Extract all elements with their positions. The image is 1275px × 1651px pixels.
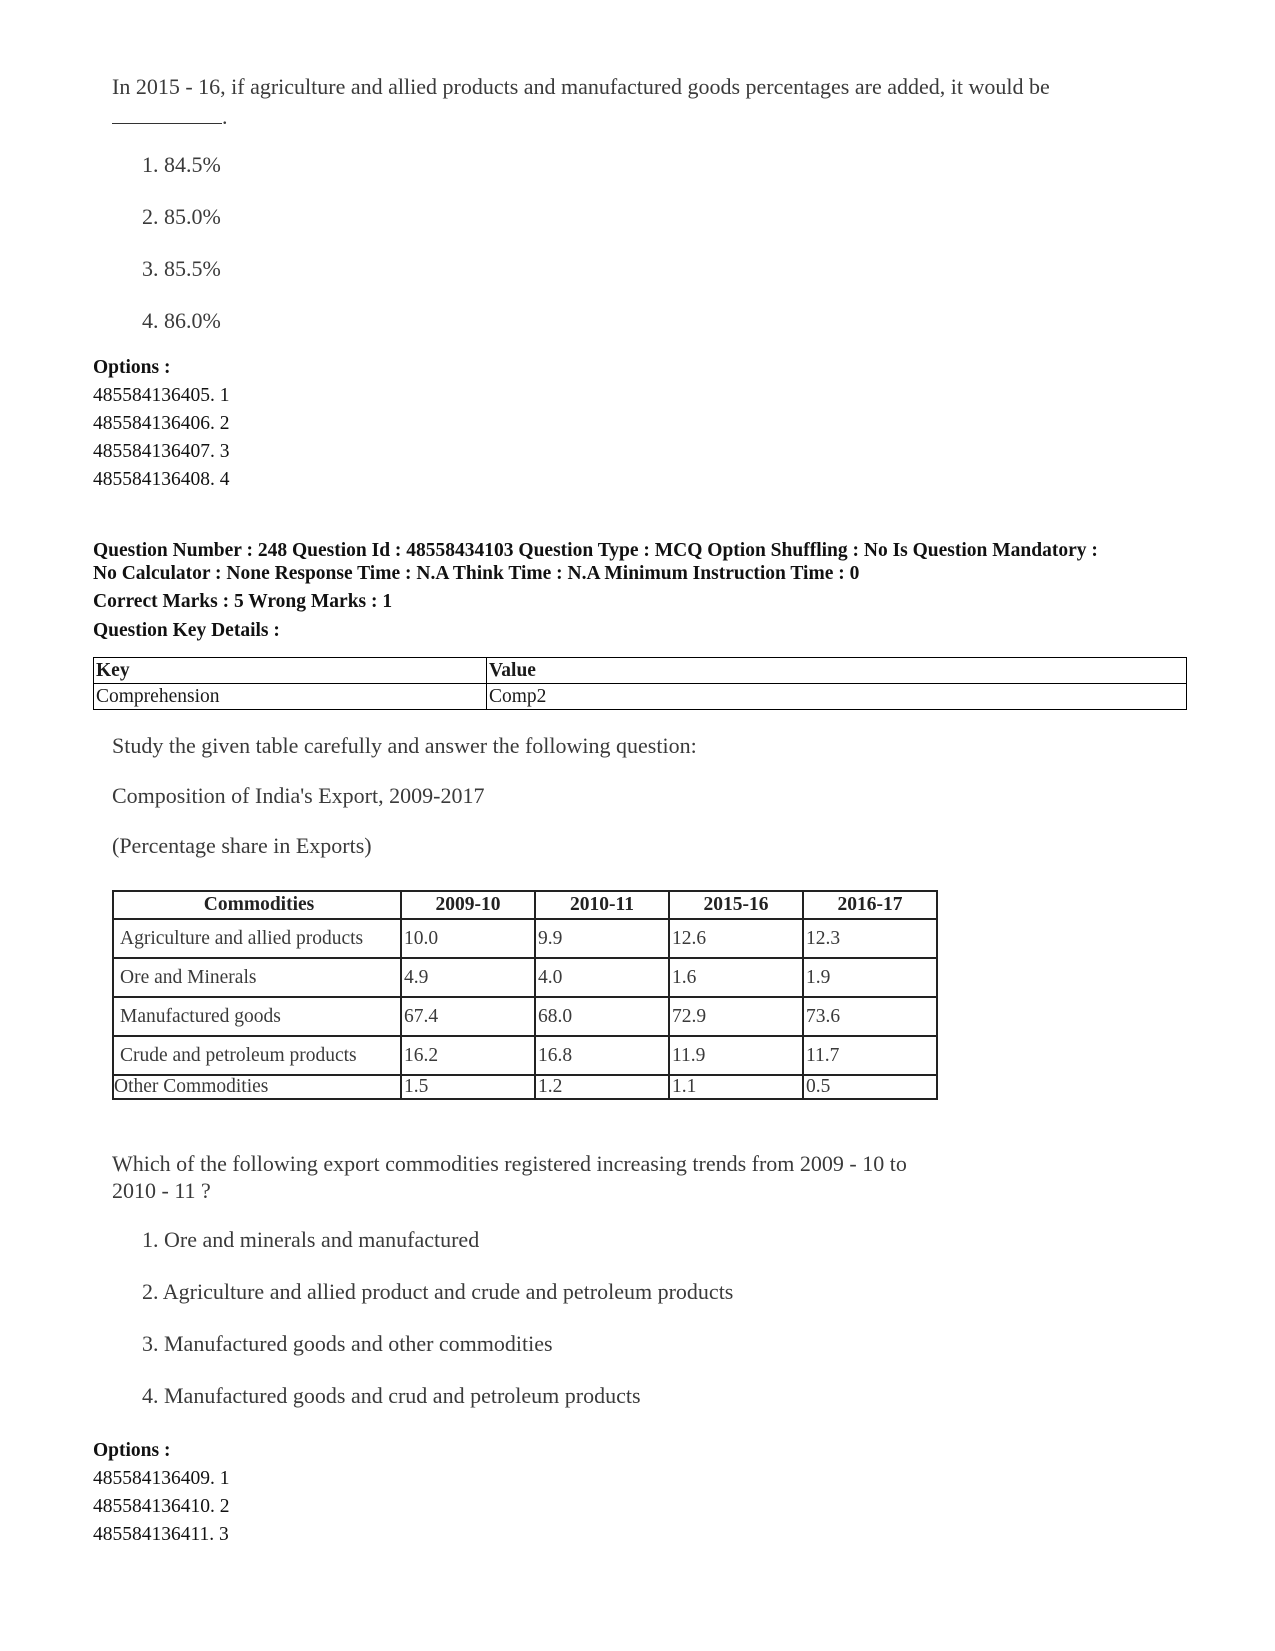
export-composition-table [112, 890, 938, 1100]
table-cell: 12.6 [669, 919, 803, 958]
commodity-name: Crude and petroleum products [113, 1036, 401, 1075]
value-cell: Comp2 [487, 684, 1187, 710]
table-cell: 11.7 [803, 1036, 937, 1075]
answer-blank [112, 103, 222, 124]
table-row [113, 919, 937, 958]
key-table-header-row [94, 658, 1187, 684]
q2-table-subtitle: (Percentage share in Exports) [112, 833, 372, 858]
q2-question-line-1: Which of the following export commodities registered increasing trends from 2009 - 10 to [112, 1151, 907, 1176]
q2-question-line-2: 2010 - 11 ? [112, 1178, 211, 1203]
header-2016-17: 2016-17 [803, 891, 937, 919]
table-cell: 72.9 [669, 997, 803, 1036]
q2-marks-line: Correct Marks : 5 Wrong Marks : 1 [93, 591, 393, 612]
table-cell: 0.5 [803, 1075, 937, 1099]
export-table-header-row [113, 891, 937, 919]
q2-choice-4: 4. Manufactured goods and crud and petroleum products [142, 1383, 641, 1408]
key-cell: Comprehension [94, 684, 487, 710]
table-cell: 1.6 [669, 958, 803, 997]
q2-option-2: 485584136410. 2 [93, 1496, 230, 1517]
q1-options-label: Options : [93, 357, 171, 378]
table-cell: 73.6 [803, 997, 937, 1036]
header-2009-10: 2009-10 [401, 891, 535, 919]
table-row [113, 1036, 937, 1075]
blank-suffix: . [222, 104, 228, 129]
table-cell: 67.4 [401, 997, 535, 1036]
q2-choice-1: 1. Ore and minerals and manufactured [142, 1227, 480, 1252]
q1-option-1: 485584136405. 1 [93, 385, 230, 406]
commodity-name: Manufactured goods [113, 997, 401, 1036]
key-header: Key [94, 658, 487, 684]
q2-choice-3: 3. Manufactured goods and other commodities [142, 1331, 553, 1356]
table-cell: 11.9 [669, 1036, 803, 1075]
q2-question-text [112, 1150, 907, 1204]
header-2010-11: 2010-11 [535, 891, 669, 919]
header-commodities: Commodities [113, 891, 401, 919]
key-table-row [94, 684, 1187, 710]
q2-table-title: Composition of India's Export, 2009-2017 [112, 783, 485, 808]
table-cell: 1.1 [669, 1075, 803, 1099]
commodity-name: Other Commodities [113, 1075, 401, 1099]
q1-choice-2: 2. 85.0% [142, 204, 221, 229]
q2-option-3: 485584136411. 3 [93, 1524, 229, 1545]
table-cell: 4.0 [535, 958, 669, 997]
table-cell: 1.9 [803, 958, 937, 997]
q1-option-4: 485584136408. 4 [93, 469, 230, 490]
q1-choice-3: 3. 85.5% [142, 256, 221, 281]
q2-option-1: 485584136409. 1 [93, 1468, 230, 1489]
table-cell: 16.2 [401, 1036, 535, 1075]
table-cell: 1.2 [535, 1075, 669, 1099]
table-row [113, 997, 937, 1036]
question-key-table [93, 657, 1187, 710]
q2-meta-line-1: Question Number : 248 Question Id : 48558434103 Question Type : MCQ Option Shuffling : No Is Question Mandatory : [93, 540, 1098, 561]
table-cell: 1.5 [401, 1075, 535, 1099]
q1-choice-4: 4. 86.0% [142, 308, 221, 333]
q2-options-label: Options : [93, 1440, 171, 1461]
table-row [113, 958, 937, 997]
question-1-text [112, 72, 1172, 132]
table-cell: 10.0 [401, 919, 535, 958]
q2-choice-2: 2. Agriculture and allied product and crude and petroleum products [142, 1279, 734, 1304]
header-2015-16: 2015-16 [669, 891, 803, 919]
q2-key-details-label: Question Key Details : [93, 620, 280, 641]
table-cell: 4.9 [401, 958, 535, 997]
commodity-name: Ore and Minerals [113, 958, 401, 997]
q1-option-2: 485584136406. 2 [93, 413, 230, 434]
question-1-stem: In 2015 - 16, if agriculture and allied products and manufactured goods percentages are added, it would be [112, 74, 1050, 99]
table-row [113, 1075, 937, 1099]
table-cell: 16.8 [535, 1036, 669, 1075]
commodity-name: Agriculture and allied products [113, 919, 401, 958]
value-header: Value [487, 658, 1187, 684]
q2-meta-line-2: No Calculator : None Response Time : N.A Think Time : N.A Minimum Instruction Time : 0 [93, 563, 860, 584]
q1-option-3: 485584136407. 3 [93, 441, 230, 462]
table-cell: 68.0 [535, 997, 669, 1036]
q2-instruction: Study the given table carefully and answer the following question: [112, 733, 697, 758]
table-cell: 12.3 [803, 919, 937, 958]
q1-choice-1: 1. 84.5% [142, 152, 221, 177]
table-cell: 9.9 [535, 919, 669, 958]
